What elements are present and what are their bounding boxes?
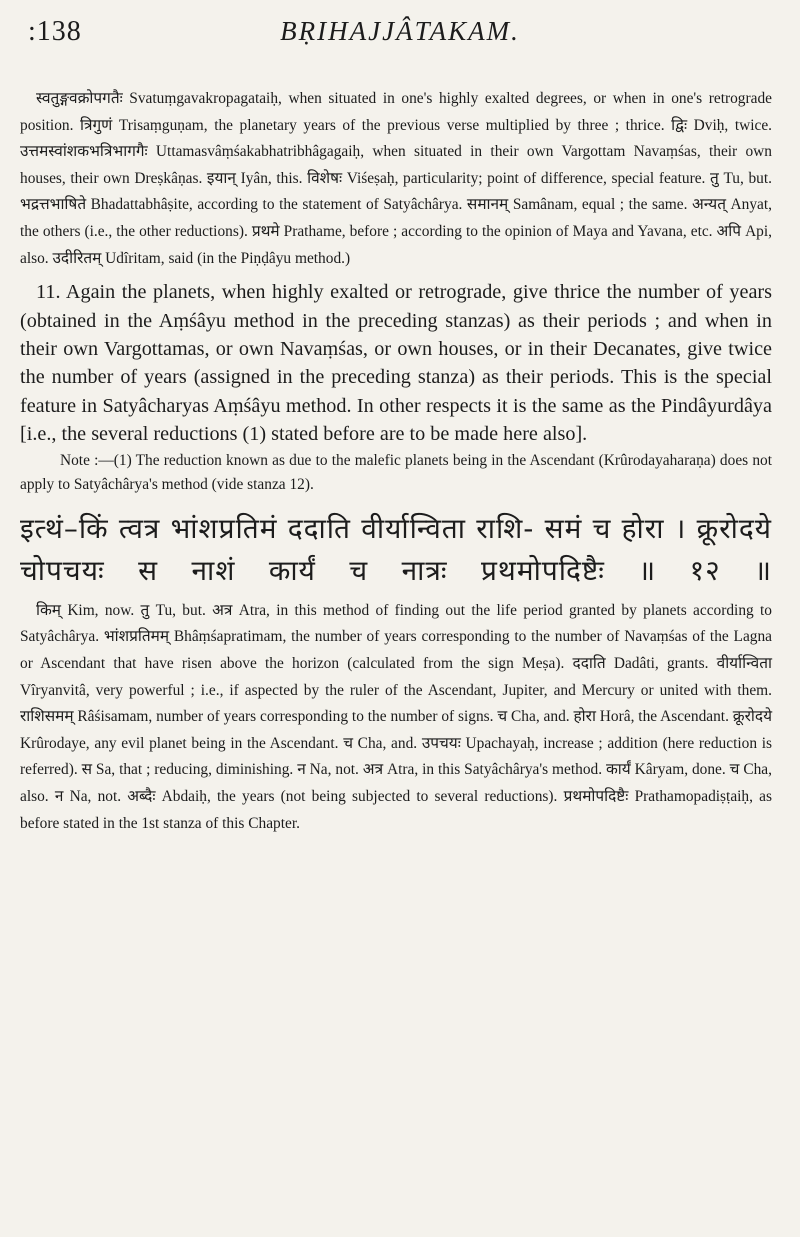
page-body	[20, 86, 772, 837]
page-number: :138	[28, 16, 82, 47]
sanskrit-verse-12: इत्थं–किं त्वत्र भांशप्रतिमं ददाति वीर्यान्विता राशि- समं च होरा । क्रूरोदये चोपचयः स नाशं कार्यं च नात्रः प्रथमोपदिष्टैः ॥ १२ ॥	[20, 511, 772, 587]
stanza-11-translation: 11. Again the planets, when highly exalted or retrograde, give thrice the number of years (obtained in the Aṃśâyu method in the preceding stanzas) as their periods ; and when in their own Vargottamas, or own Navaṃśas, or own houses, or in their Decanates, give twice the number of years (assigned in the preceding stanza) as their periods. This is the special feature in Satyâcharyas Aṃśâyu method. In other respects it is the same as the Pindâyurdâya [i.e., the several reductions (1) stated before are to be made here also].	[20, 281, 772, 446]
running-title: BṚIHAJJÂTAKAM.	[280, 16, 520, 46]
footnote: Note :—(1) The reduction known as due to the malefic planets being in the Ascendant (Krûrodayaharaṇa) does not apply to Satyâchârya's method (vide stanza 12).	[20, 451, 772, 494]
word-gloss-stanza-12: किम् Kim, now. तु Tu, but. अत्र Atra, in this method of finding out the life period granted by planets according to Satyâchârya. भांशप्रतिमम् Bhâṃśapratimam, the number of years corresponding to the number of Navaṃśas of the Lagna or Ascendant that have risen above the horizon (calculated from the sign Meṣa). ददाति Dadâti, grants. वीर्यान्विता Vîryanvitâ, very powerful ; i.e., if aspected by the ruler of the Ascendant, Jupiter, and Mercury or united with them. राशिसमम् Râśisamam, number of years corresponding to the number of signs. च Cha, and. होरा Horâ, the Ascendant. क्रूरोदये Krûrodaye, any evil planet being in the Ascendant. च Cha, and. उपचयः Upachayaḥ, increase ; addition (here reduction is referred). स Sa, that ; reducing, diminishing. न Na, not. अत्र Atra, in this Satyâchârya's method. कार्यं Kâryam, done. च Cha, also. न Na, not. अब्दैः Abdaiḥ, the years (not being subjected to several reductions). प्रथमोपदिष्टैः Prathamopadiṣṭaiḥ, as before stated in the 1st stanza of this Chapter.	[20, 601, 772, 832]
page-header	[28, 16, 772, 48]
word-gloss-stanza-10: स्वतुङ्गवक्रोपगतैः Svatuṃgavakropagataiḥ, when situated in one's highly exalted degrees, or when in one's retrograde position. त्रिगुणं Trisaṃguṇam, the planetary years of the previous verse multiplied by three ; thrice. द्विः Dviḥ, twice. उत्तमस्वांशकभत्रिभागगैः Uttamasvâṃśakabhatribhâgagaiḥ, when situated in their own Vargottam Navaṃśas, their own houses, their own Dreṣkâṇas. इयान् Iyân, this. विशेषः Viśeṣaḥ, particularity; point of difference, special feature. तु Tu, but. भद्रत्तभाषिते Bhadattabhâṣite, according to the statement of Satyâchârya. समानम् Samânam, equal ; the same. अन्यत् Anyat, the others (i.e., the other reductions). प्रथमे Prathame, before ; according to the opinion of Maya and Yavana, etc. अपि Api, also. उदीरितम् Udîritam, said (in the Piṇḍâyu method.)	[20, 90, 773, 267]
